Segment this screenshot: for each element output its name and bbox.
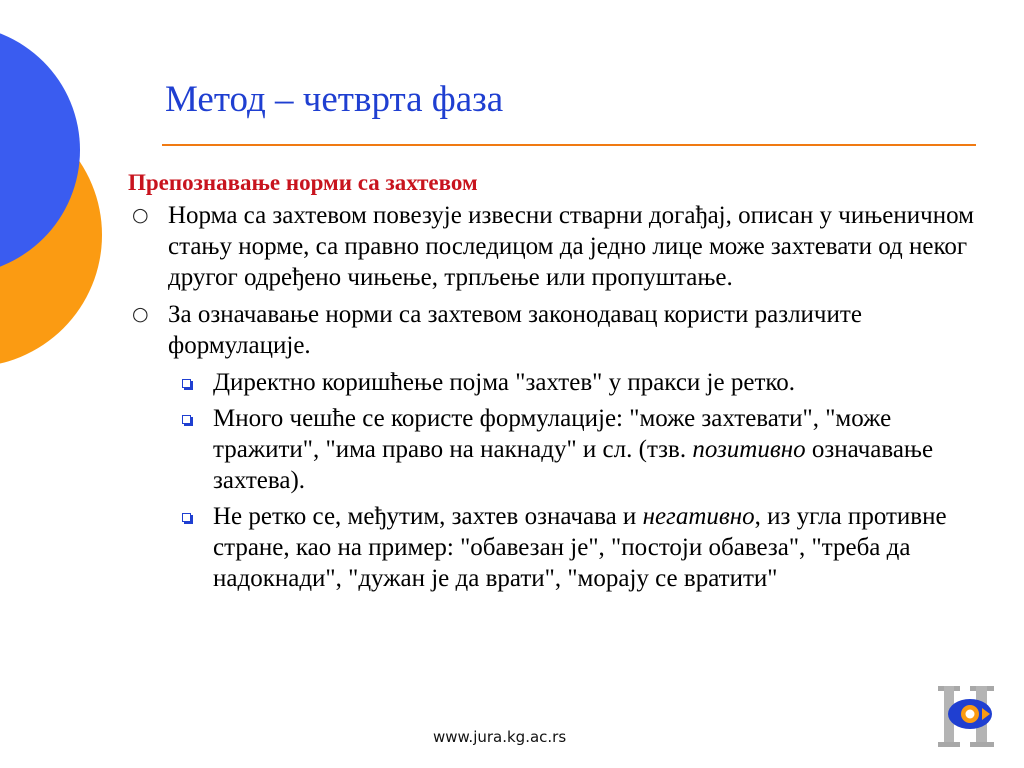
subheading: Препознавање норми са захтевом — [128, 170, 478, 195]
sub-bullet-text: Директно коришћење појма "захтев" у пракси је ретко. — [213, 369, 795, 396]
bullet-text: За означавање норми са захтевом законодавац користи различите формулације. — [168, 301, 862, 359]
sub-bullet-item — [128, 403, 988, 496]
bullet-text: Норма са захтевом повезује извесни стварни догађај, описан у чињеничном стању норме, са правно последицом да једно лице може захтевати од неког другог одређено чињење, трпљење или пропуштање. — [168, 202, 974, 291]
slide-title: Метод – четврта фаза — [165, 79, 504, 120]
sub-bullet-item — [128, 367, 988, 398]
faculty-logo-icon — [936, 684, 998, 750]
slide-content — [128, 168, 988, 599]
square-bullet-icon — [182, 415, 191, 424]
hollow-circle-bullet-icon: ○ — [132, 204, 149, 226]
sub-bullet-italic: негативно — [642, 503, 755, 530]
title-divider — [162, 144, 976, 146]
sub-bullet-text-start: Много чешће се користе формулације: "може захтевати", "може тражити", "има право на накнаду" и сл. (тзв. — [213, 405, 892, 463]
footer-url: www.jura.kg.ac.rs — [433, 728, 567, 746]
decorative-circles — [0, 0, 110, 380]
sub-bullet-text-end: означавање захтева). — [213, 436, 934, 494]
square-bullet-icon — [182, 513, 191, 522]
blue-circle — [0, 25, 80, 275]
sub-bullet-text-end: , из угла противне стране, као на пример: "обавезан је", "постоји обавеза", "треба да надокнади", "дужан је да врати", "морају се вратити" — [213, 503, 947, 592]
sub-bullet-italic: позитивно — [692, 436, 806, 463]
bullet-item — [128, 200, 988, 293]
sub-bullet-item — [128, 501, 988, 594]
bullet-item — [128, 299, 988, 361]
square-bullet-icon — [182, 379, 191, 388]
sub-bullet-text-start: Не ретко се, међутим, захтев означава и — [213, 503, 643, 530]
orange-circle — [0, 103, 102, 367]
hollow-circle-bullet-icon: ○ — [132, 303, 149, 325]
